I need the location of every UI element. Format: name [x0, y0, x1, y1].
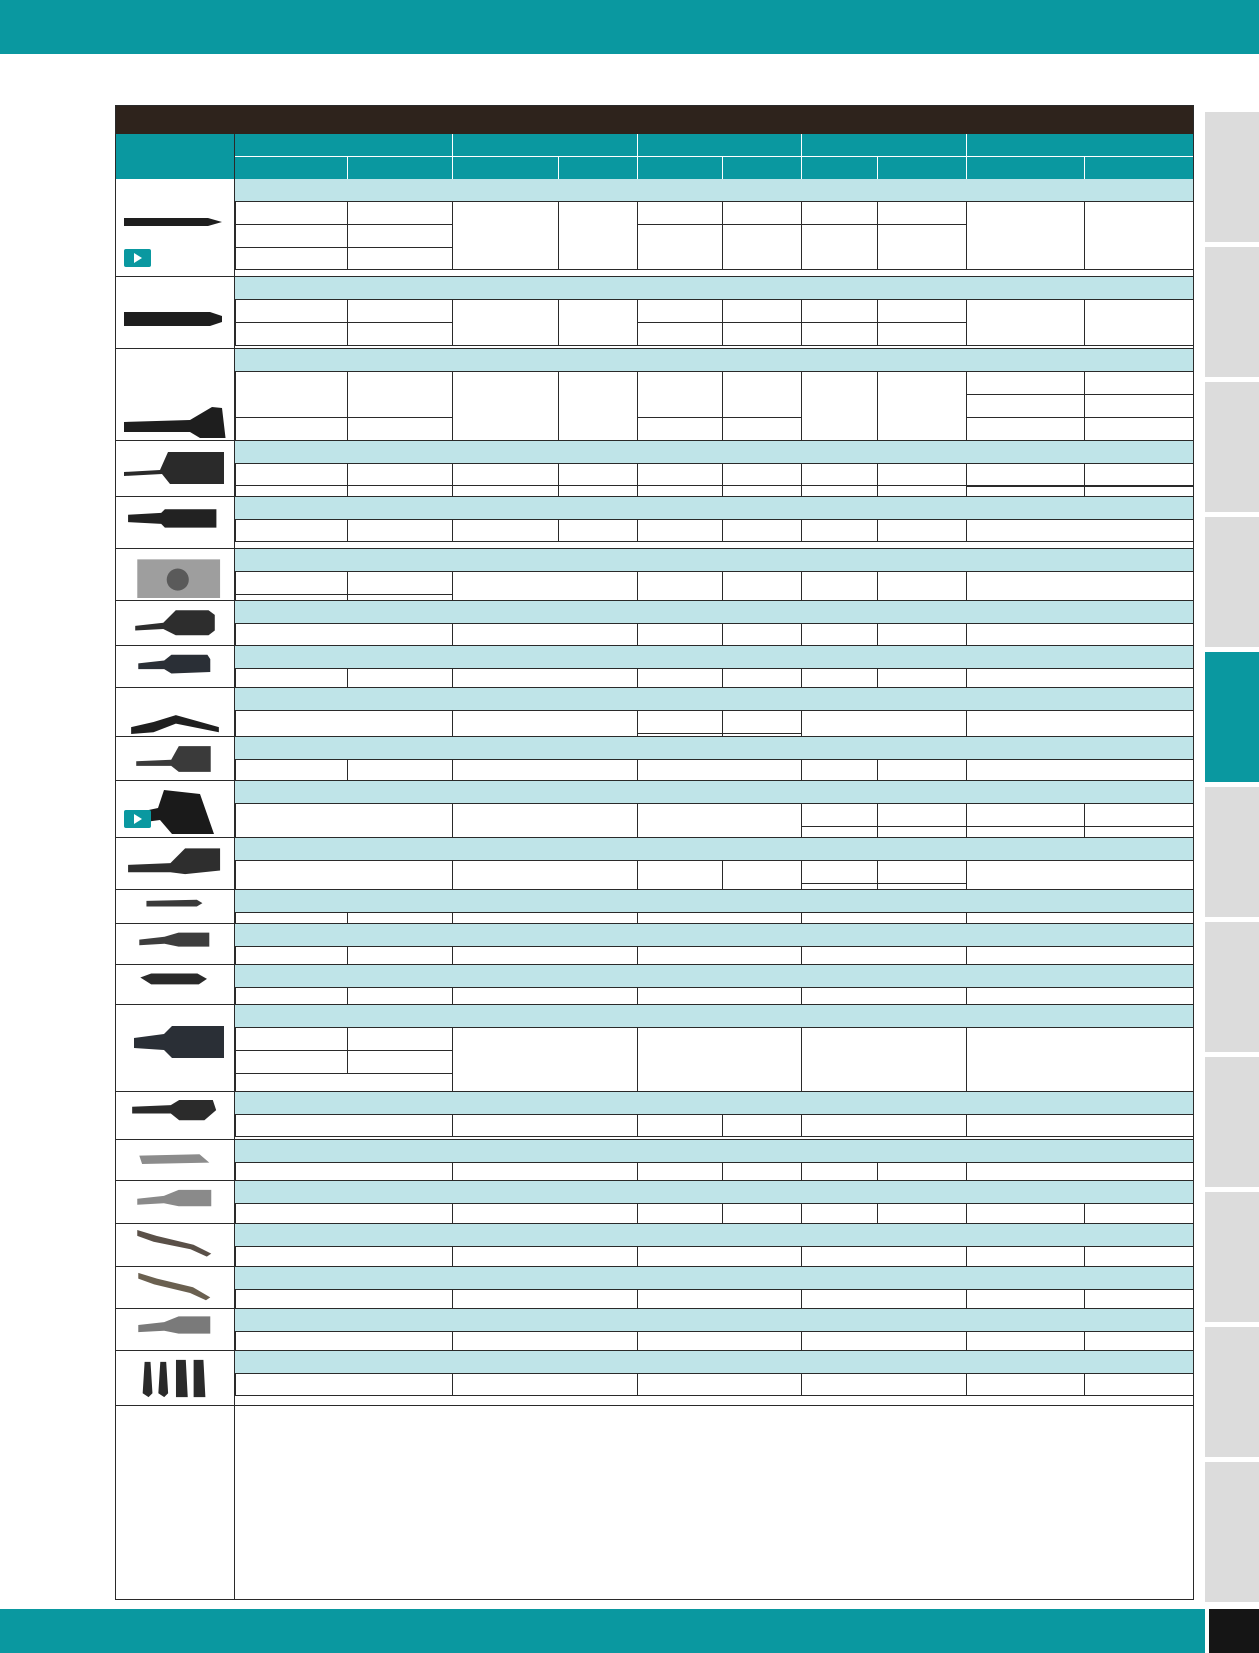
tamper-plate-icon	[116, 552, 234, 598]
spec-cell	[877, 624, 966, 646]
spec-cell	[347, 372, 452, 418]
spec-cell	[877, 323, 966, 346]
product-name-band	[235, 781, 1193, 804]
spec-cell	[235, 372, 347, 418]
spec-cell	[966, 1374, 1084, 1396]
cranked-chisel-icon	[116, 1312, 234, 1348]
spec-cell	[452, 1374, 637, 1396]
product-name-band	[235, 179, 1193, 202]
page-number-box	[1209, 1609, 1259, 1653]
product-name-band	[235, 965, 1193, 988]
flat-chisel-icon	[116, 280, 234, 346]
spec-cell	[637, 1374, 801, 1396]
spec-cell	[722, 711, 801, 734]
wide-chisel-icon	[116, 352, 234, 438]
bush-hammer-icon	[116, 604, 234, 643]
side-tab-7[interactable]	[1205, 920, 1259, 1052]
header-subcolumn-divider	[722, 157, 723, 179]
spec-cell	[235, 1051, 347, 1074]
spec-cell	[637, 202, 722, 225]
product-name-band	[235, 1092, 1193, 1115]
product-spec-table	[115, 105, 1194, 1600]
side-tab-1[interactable]	[1205, 110, 1259, 242]
header-subcolumn-divider	[877, 157, 878, 179]
spec-cell	[558, 520, 637, 542]
spec-cell	[558, 300, 637, 346]
spade-icon	[116, 444, 234, 494]
spec-cell	[347, 520, 452, 542]
spec-cell	[235, 624, 452, 646]
spec-cell	[1084, 372, 1193, 395]
spec-cell	[966, 1115, 1193, 1137]
spec-cell	[877, 225, 966, 270]
product-name-band	[235, 1140, 1193, 1163]
spec-cell	[637, 464, 722, 486]
spec-cell	[235, 248, 347, 270]
spec-cell	[347, 760, 452, 782]
side-tab-4[interactable]	[1205, 515, 1259, 647]
spec-cell	[637, 225, 722, 270]
product-name-band	[235, 349, 1193, 372]
product-name-band	[235, 924, 1193, 947]
table-title-bar	[116, 106, 1193, 134]
product-name-band	[235, 497, 1193, 520]
spec-cell	[347, 464, 452, 486]
spec-cell	[877, 464, 966, 486]
spec-cell	[235, 464, 347, 486]
spec-cell	[966, 464, 1193, 486]
spec-cell	[452, 1115, 637, 1137]
spec-cell	[722, 202, 801, 225]
side-tab-11[interactable]	[1205, 1460, 1259, 1602]
spec-cell	[452, 464, 558, 486]
spec-cell	[637, 1115, 722, 1137]
spec-cell	[877, 202, 966, 225]
spec-cell	[966, 760, 1193, 782]
bottom-banner	[0, 1609, 1205, 1653]
spec-cell	[966, 300, 1084, 346]
spec-cell	[966, 520, 1193, 542]
spec-cell	[877, 804, 966, 827]
spec-cell	[1084, 418, 1193, 441]
header-subcolumn-divider	[558, 157, 559, 179]
product-name-band	[235, 601, 1193, 624]
chisel-set-icon	[116, 1354, 234, 1403]
spec-cell	[722, 323, 801, 346]
spec-cell	[877, 300, 966, 323]
spec-cell	[801, 300, 877, 323]
spec-cell	[347, 225, 452, 248]
spec-cell	[558, 464, 637, 486]
toothed-blade-icon	[116, 1184, 234, 1221]
spec-cell	[877, 520, 966, 542]
holder-icon	[116, 1008, 234, 1089]
product-name-band	[235, 890, 1193, 913]
gouge-chisel-icon	[116, 968, 234, 1002]
spec-cell	[877, 760, 966, 782]
header-image-column	[116, 134, 234, 179]
top-banner	[0, 0, 1259, 54]
product-name-band	[235, 1181, 1193, 1204]
side-tab-6[interactable]	[1205, 785, 1259, 917]
header-row-divider	[235, 156, 1193, 157]
spec-cell	[235, 202, 347, 225]
spec-cell	[801, 1374, 966, 1396]
header-subcolumn-divider	[347, 157, 348, 179]
product-name-band	[235, 838, 1193, 861]
spec-cell	[637, 711, 722, 734]
spec-cell	[801, 1115, 966, 1137]
product-name-band	[235, 1005, 1193, 1028]
spec-cell	[452, 624, 637, 646]
spec-cell	[235, 1374, 452, 1396]
shank-adapter-icon	[116, 649, 234, 685]
product-name-band	[235, 688, 1193, 711]
spec-cell	[1084, 395, 1193, 418]
spec-cell	[637, 300, 722, 323]
spec-cell	[801, 624, 877, 646]
spec-cell	[966, 418, 1084, 441]
product-name-band	[235, 646, 1193, 669]
spec-cell	[1084, 1374, 1193, 1396]
spec-cell	[722, 520, 801, 542]
spec-cell	[722, 624, 801, 646]
video-play-icon[interactable]	[124, 810, 151, 828]
rod-icon	[116, 500, 234, 546]
spec-cell	[1084, 300, 1193, 346]
side-tab-8[interactable]	[1205, 1055, 1259, 1187]
spec-cell	[558, 202, 637, 270]
scaling-chisel-icon	[116, 740, 234, 778]
angled-blade-icon	[116, 1143, 234, 1178]
product-name-band	[235, 1267, 1193, 1290]
spec-cell	[347, 300, 452, 323]
spec-cell	[235, 323, 347, 346]
spec-cell	[801, 464, 877, 486]
spec-cell	[801, 225, 877, 270]
side-tab-3[interactable]	[1205, 380, 1259, 512]
spec-cell	[722, 300, 801, 323]
spec-cell	[452, 760, 637, 782]
clay-spade-icon	[116, 927, 234, 962]
spec-cell	[452, 202, 558, 270]
spec-cell	[347, 248, 452, 270]
spec-cell	[801, 202, 877, 225]
spec-cell	[347, 323, 452, 346]
spec-cell	[637, 1028, 801, 1097]
spec-cell	[235, 1028, 347, 1051]
spec-cell	[966, 1028, 1193, 1097]
spec-cell	[801, 520, 877, 542]
spec-cell	[235, 520, 347, 542]
spec-cell	[966, 624, 1193, 646]
channel-chisel-icon	[116, 1227, 234, 1264]
wide-flat-chisel-icon	[116, 841, 234, 887]
video-play-icon[interactable]	[124, 249, 151, 267]
spec-cell	[637, 520, 722, 542]
spec-cell	[801, 1028, 966, 1097]
side-tab-5[interactable]	[1205, 650, 1259, 782]
spec-cell	[235, 1115, 452, 1137]
spec-cell	[637, 760, 801, 782]
spec-cell	[722, 225, 801, 270]
product-name-band	[235, 1224, 1193, 1247]
side-tab-9[interactable]	[1205, 1190, 1259, 1322]
spec-cell	[722, 372, 801, 418]
spec-cell	[347, 202, 452, 225]
side-tab-10[interactable]	[1205, 1325, 1259, 1457]
product-name-band	[235, 1351, 1193, 1374]
spec-cell	[452, 300, 558, 346]
spec-cell	[347, 572, 452, 595]
product-name-band	[235, 277, 1193, 300]
spec-cell	[801, 861, 877, 884]
spec-cell	[966, 395, 1084, 418]
spec-cell	[801, 323, 877, 346]
spec-cell	[637, 624, 722, 646]
spec-cell	[637, 323, 722, 346]
spec-cell	[637, 372, 722, 418]
side-tab-2[interactable]	[1205, 245, 1259, 377]
spec-cell	[722, 464, 801, 486]
header-subcolumn-divider	[1084, 157, 1085, 179]
bent-chisel-icon	[116, 691, 234, 734]
spec-cell	[801, 804, 877, 827]
spec-cell	[722, 1115, 801, 1137]
spec-cell	[966, 202, 1084, 270]
spec-cell	[235, 572, 347, 595]
spec-cell	[452, 520, 558, 542]
round-spade-icon	[116, 1095, 234, 1137]
spec-cell	[1084, 804, 1193, 827]
spec-cell	[452, 1028, 637, 1097]
spec-cell	[966, 372, 1084, 395]
product-name-band	[235, 737, 1193, 760]
spec-cell	[1084, 202, 1193, 270]
product-name-band	[235, 549, 1193, 572]
spec-cell	[966, 804, 1084, 827]
spec-cell	[877, 861, 966, 884]
spec-cell	[347, 1028, 452, 1051]
narrow-chisel-icon	[116, 893, 234, 921]
spec-cell	[235, 760, 347, 782]
spec-cell	[801, 760, 877, 782]
spec-cell	[235, 300, 347, 323]
spec-cell	[347, 1051, 452, 1074]
groove-chisel-icon	[116, 1270, 234, 1306]
row-divider	[116, 1405, 1193, 1406]
product-name-band	[235, 1309, 1193, 1332]
spec-cell	[235, 225, 347, 248]
product-name-band	[235, 441, 1193, 464]
